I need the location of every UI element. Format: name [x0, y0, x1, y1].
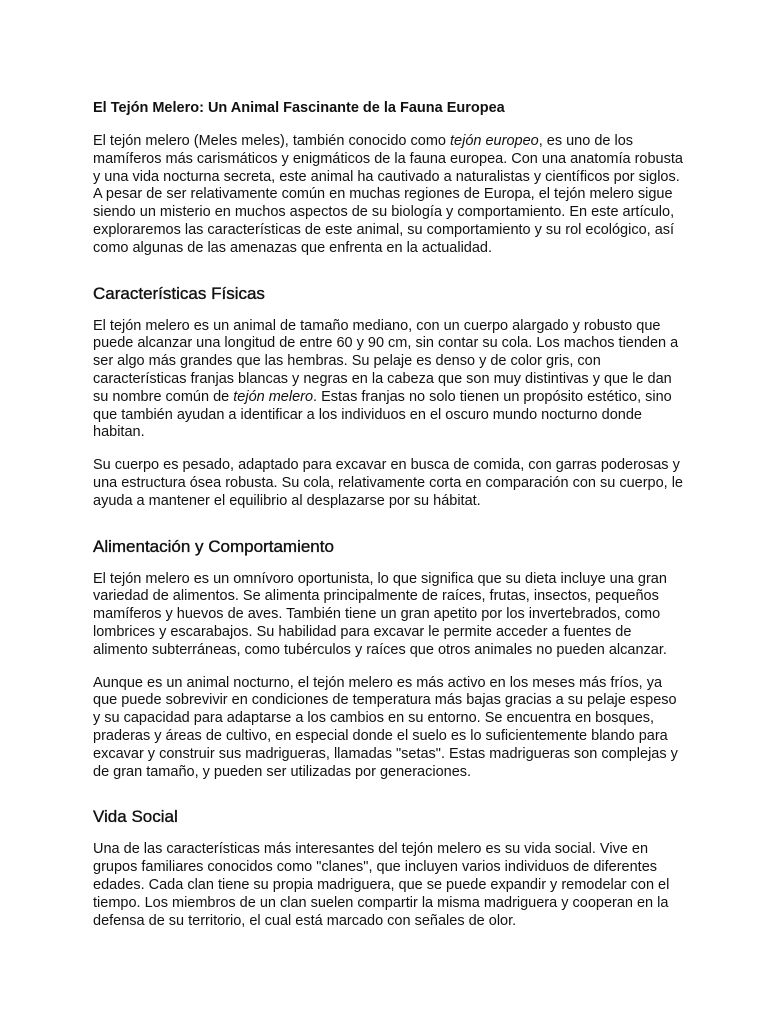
- intro-emphasis: tejón europeo: [450, 133, 539, 149]
- document-page: [93, 99, 683, 945]
- section-heading-caracteristicas: Características Físicas: [93, 283, 265, 303]
- caracteristicas-text-end: . Estas franjas no solo tienen un propósito estético, sino que también ayudan a identificar a los individuos en el oscuro mundo nocturno donde habitan.: [93, 388, 672, 441]
- caracteristicas-text-start: El tejón melero es un animal de tamaño mediano, con un cuerpo alargado y robusto que puede alcanzar una longitud de entre 60 y 90 cm, sin contar su cola. Los machos tienden a ser algo más grandes que las hembras. Su pelaje es denso y de color gris, con características franjas blancas y negras en la cabeza que son muy distintivas y que le dan su nombre común de: [93, 317, 679, 405]
- intro-text-start: El tejón melero (Meles meles), también conocido como: [93, 133, 451, 149]
- section-heading-vida-social: Vida Social: [93, 807, 178, 827]
- caracteristicas-paragraph-1: [93, 318, 683, 443]
- intro-paragraph: [93, 133, 683, 258]
- alimentacion-paragraph-2: Aunque es un animal nocturno, el tejón melero es más activo en los meses más fríos, ya que puede sobrevivir en condiciones de temperatura más bajas gracias a su pelaje espeso y su capacidad para adaptarse a los cambios en su entorno. Se encuentra en bosques, praderas y áreas de cultivo, en especial donde el suelo es lo suficientemente blando para excavar y construir sus madrigueras, llamadas "setas". Estas madrigueras son complejas y de gran tamaño, y pueden ser utilizadas por generaciones.: [93, 674, 678, 780]
- vida-social-paragraph-1: Una de las características más interesantes del tejón melero es su vida social. Vive en grupos familiares conocidos como "clanes", que incluyen varios individuos de diferentes edades. Cada clan tiene su propia madriguera, que se puede expandir y remodelar con el tiempo. Los miembros de un clan suelen compartir la misma madriguera y cooperan en la defensa de su territorio, el cual está marcado con señales de olor.: [93, 841, 670, 929]
- intro-text-end: , es uno de los mamíferos más carismáticos y enigmáticos de la fauna europea. Con una anatomía robusta y una vida nocturna secreta, este animal ha cautivado a naturalistas y científicos por siglos. A pesar de ser relativamente común en muchas regiones de Europa, el tejón melero sigue siendo un misterio en muchos aspectos de su biología y comportamiento. En este artículo, exploraremos las características de este animal, su comportamiento y su rol ecológico, así como algunas de las amenazas que enfrenta en la actualidad.: [93, 133, 683, 256]
- caracteristicas-paragraph-2: Su cuerpo es pesado, adaptado para excavar en busca de comida, con garras poderosas y una estructura ósea robusta. Su cola, relativamente corta en comparación con su cuerpo, le ayuda a mantener el equilibrio al desplazarse por su hábitat.: [93, 457, 683, 509]
- alimentacion-paragraph-1: El tejón melero es un omnívoro oportunista, lo que significa que su dieta incluye una gran variedad de alimentos. Se alimenta principalmente de raíces, frutas, insectos, pequeños mamíferos y huevos de aves. También tiene un gran apetito por los invertebrados, como lombrices y escarabajos. Su habilidad para excavar le permite acceder a fuentes de alimento subterráneas, como tubérculos y raíces que otros animales no pueden alcanzar.: [93, 570, 667, 658]
- section-heading-alimentacion: Alimentación y Comportamiento: [93, 536, 334, 556]
- document-title: El Tejón Melero: Un Animal Fascinante de la Fauna Europea: [93, 100, 505, 116]
- caracteristicas-emphasis: tejón melero: [233, 388, 314, 405]
